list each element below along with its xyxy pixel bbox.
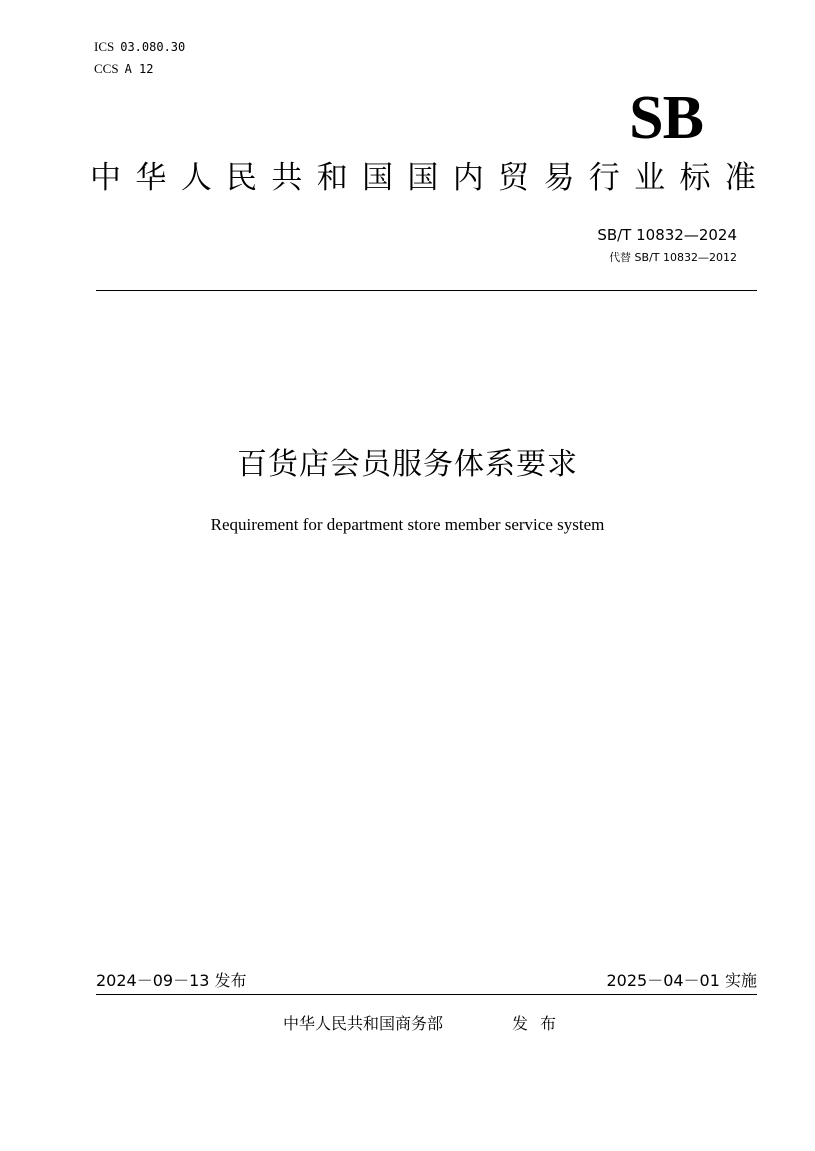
issue-date: 2024－09－13 发布 — [96, 971, 247, 990]
standard-name-char: 民 — [226, 160, 258, 196]
standard-code: SB/T 10832—2024 — [597, 226, 737, 244]
standard-name-char: 中 — [90, 160, 121, 196]
standard-name-char: 和 — [316, 160, 348, 196]
standard-name-char: 贸 — [498, 160, 530, 196]
publish-label: 发布 — [512, 1014, 569, 1033]
standard-name-char: 国 — [407, 160, 439, 196]
standard-name-char: 标 — [679, 160, 711, 196]
standard-name-char: 准 — [724, 160, 756, 196]
standard-name-char: 行 — [588, 160, 620, 196]
standard-name-char: 国 — [362, 160, 394, 196]
header-divider — [96, 290, 757, 291]
ics-value: 03.080.30 — [120, 40, 186, 54]
standard-name-char: 华 — [135, 160, 167, 196]
ccs-classification — [94, 62, 153, 76]
implementation-date: 2025－04－01 实施 — [606, 971, 757, 990]
standard-name-char: 易 — [543, 160, 575, 196]
standard-name-char: 人 — [180, 160, 212, 196]
document-title-chinese: 百货店会员服务体系要求 — [237, 447, 578, 482]
sb-logo: SB — [629, 84, 703, 152]
publisher-name: 中华人民共和国商务部 — [283, 1014, 444, 1033]
standard-name-char: 业 — [634, 160, 666, 196]
standard-name-char: 共 — [271, 160, 303, 196]
replaces-standard: 代替 SB/T 10832—2012 — [609, 251, 737, 264]
document-title-english: Requirement for department store member service system — [210, 515, 605, 534]
standard-category-name — [90, 156, 756, 200]
ics-classification — [94, 40, 185, 54]
ics-label: ICS — [94, 39, 115, 54]
footer-divider — [96, 994, 757, 995]
standard-name-char: 内 — [452, 160, 484, 196]
ccs-label: CCS — [94, 61, 119, 76]
ccs-value: A 12 — [124, 62, 154, 76]
